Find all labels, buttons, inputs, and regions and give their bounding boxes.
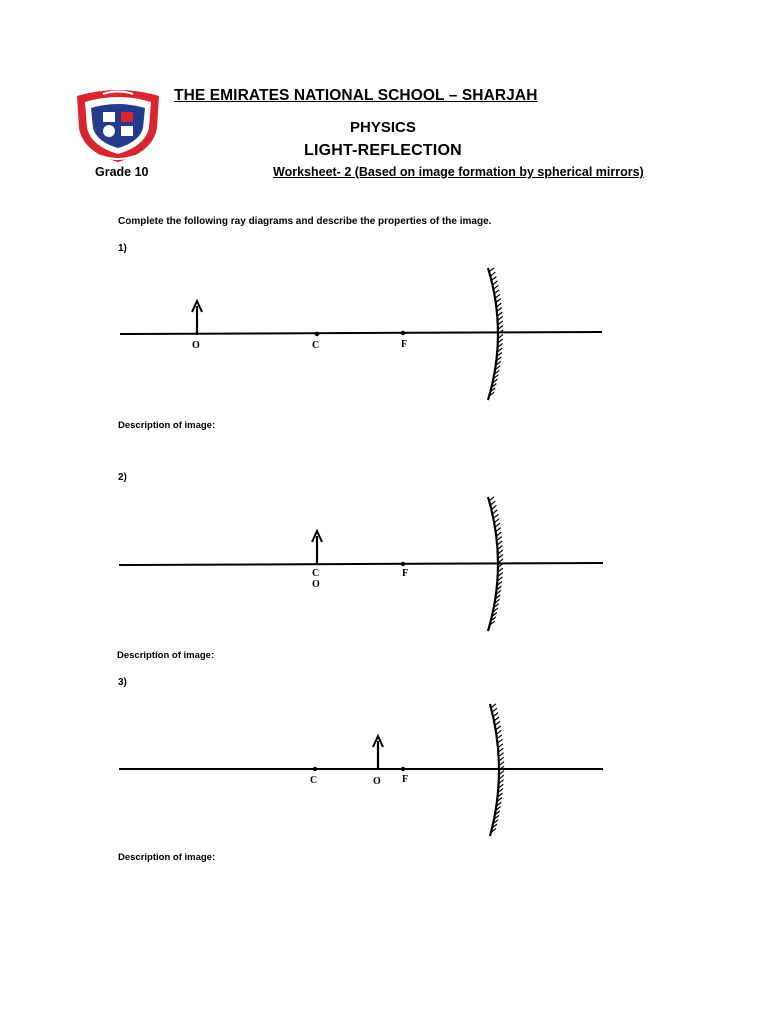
topic-title: LIGHT-REFLECTION bbox=[304, 142, 462, 159]
focus-point bbox=[401, 331, 405, 335]
focus-point bbox=[401, 562, 405, 566]
school-name: THE EMIRATES NATIONAL SCHOOL – SHARJAH bbox=[174, 87, 538, 104]
concave-mirror bbox=[488, 268, 503, 400]
focus-point bbox=[401, 767, 405, 771]
label-center: C bbox=[312, 568, 320, 579]
question-2-number: 2) bbox=[118, 472, 127, 483]
label-focus: F bbox=[401, 339, 408, 350]
label-center: C bbox=[310, 775, 318, 786]
label-object: O bbox=[192, 340, 200, 351]
grade-label: Grade 10 bbox=[95, 165, 149, 179]
school-crest-logo bbox=[73, 86, 163, 164]
center-point bbox=[313, 767, 317, 771]
center-point bbox=[315, 332, 319, 336]
ray-diagram-3 bbox=[110, 700, 610, 842]
ray-diagram-1 bbox=[110, 262, 610, 407]
principal-axis bbox=[119, 563, 603, 565]
label-focus: F bbox=[402, 568, 409, 579]
label-object: O bbox=[373, 776, 381, 787]
instructions: Complete the following ray diagrams and describe the properties of the image. bbox=[118, 216, 492, 227]
question-1-description-label: Description of image: bbox=[118, 420, 216, 431]
subject-title: PHYSICS bbox=[350, 119, 416, 136]
principal-axis bbox=[120, 332, 602, 334]
ray-diagram-2 bbox=[110, 492, 610, 637]
label-focus: F bbox=[402, 774, 409, 785]
label-center: C bbox=[312, 340, 320, 351]
question-3-description-label: Description of image: bbox=[118, 852, 216, 863]
worksheet-title: Worksheet- 2 (Based on image formation by spherical mirrors) bbox=[273, 165, 644, 179]
label-object: O bbox=[312, 579, 320, 590]
question-1-number: 1) bbox=[118, 243, 127, 254]
question-2-description-label: Description of image: bbox=[117, 650, 215, 661]
question-3-number: 3) bbox=[118, 677, 127, 688]
